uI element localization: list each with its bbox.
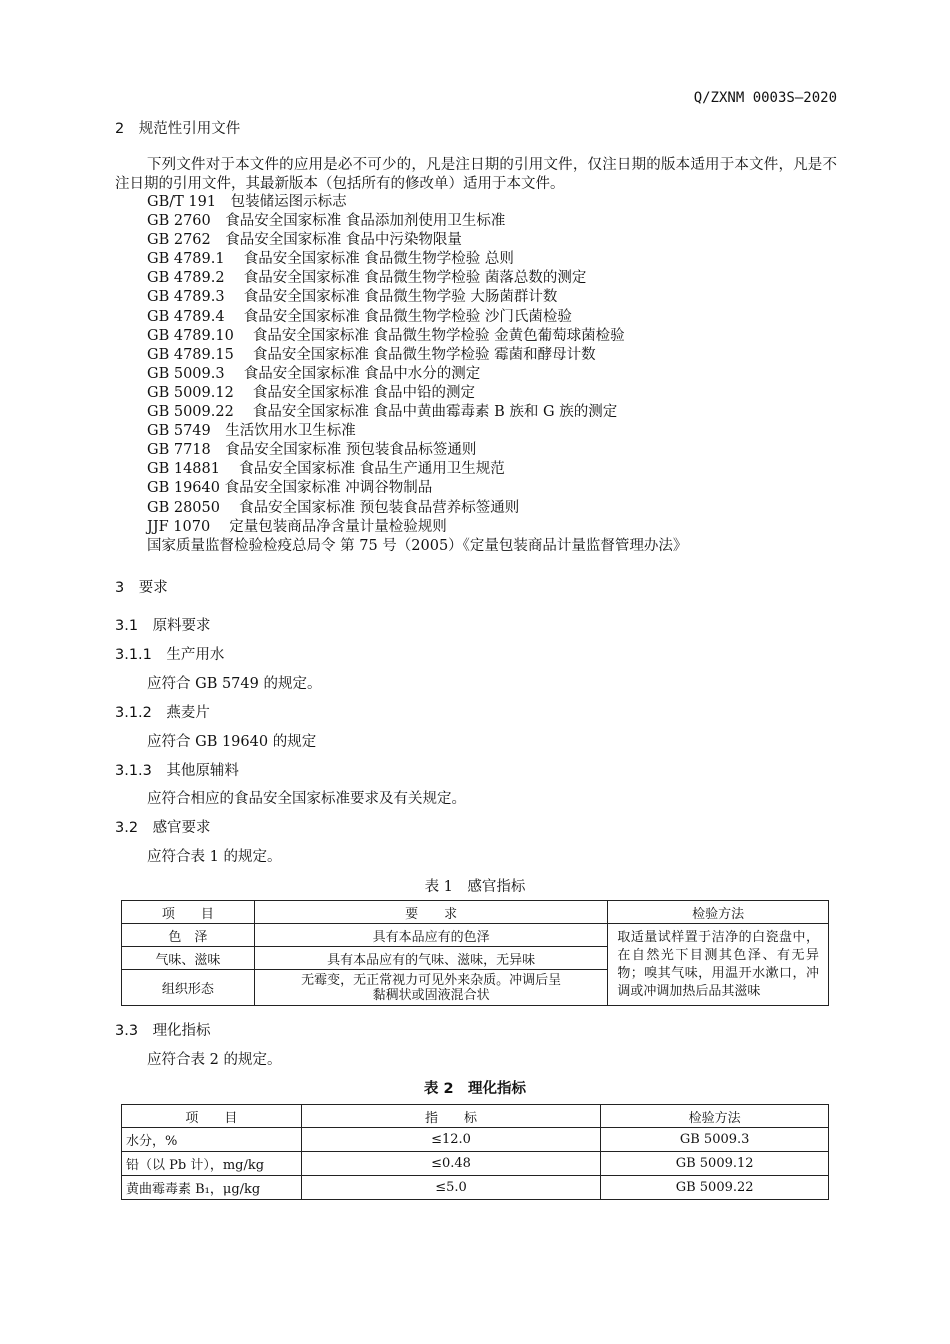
cell-method: GB 5009.22 <box>601 1176 829 1200</box>
cell-item: 组织形态 <box>122 970 255 1006</box>
header-method: 检验方法 <box>601 1105 829 1128</box>
reference-item: JJF 1070 定量包装商品净含量计量检验规则 <box>147 518 447 535</box>
section-title: 理化指标 <box>152 1023 211 1039</box>
cell-requirement: 具有本品应有的气味、滋味，无异味 <box>254 947 608 970</box>
reference-item: GB 2760 食品安全国家标准 食品添加剂使用卫生标准 <box>147 213 506 230</box>
sensory-table <box>121 900 829 1006</box>
section-2-heading <box>115 117 240 138</box>
section-title: 燕麦片 <box>166 705 210 721</box>
table-row <box>122 924 829 947</box>
document-number: Q/ZXNM 0003S—2020 <box>693 90 837 106</box>
reference-item: GB 5009.12 食品安全国家标准 食品中铅的测定 <box>147 384 476 401</box>
table-header-row <box>122 1105 829 1128</box>
cell-method: 取适量试样置于洁净的白瓷盘中，在自然光下目测其色泽、有无异物；嗅其气味，用温开水漱口，冲调或冲调加热后品其滋味 <box>608 924 829 1006</box>
section-number: 3 <box>115 580 125 596</box>
section-3-2-heading <box>115 816 211 837</box>
table-row <box>122 1176 829 1200</box>
reference-item: GB 4789.2 食品安全国家标准 食品微生物学检验 菌落总数的测定 <box>147 270 587 287</box>
section-3-1-2-heading <box>115 701 210 722</box>
section-number: 3.2 <box>115 820 139 836</box>
section-3-2-text: 应符合表 1 的规定。 <box>147 849 282 865</box>
header-item: 项 目 <box>122 1105 302 1128</box>
section-title: 规范性引用文件 <box>138 121 241 137</box>
physicochemical-table <box>121 1104 829 1200</box>
intro-paragraph: 下列文件对于本文件的应用是必不可少的，凡是注日期的引用文件，仅注日期的版本适用于本文件，凡是不注日期的引用文件，其最新版本（包括所有的修改单）适用于本文件。 <box>115 157 837 192</box>
section-title: 其他原辅料 <box>166 763 239 779</box>
header-item: 项 目 <box>122 901 255 924</box>
reference-item: GB 5749 生活饮用水卫生标准 <box>147 423 356 440</box>
section-3-3-heading <box>115 1019 211 1040</box>
reference-item: GB 4789.3 食品安全国家标准 食品微生物学验 大肠菌群计数 <box>147 289 558 306</box>
section-title: 要求 <box>138 580 168 596</box>
section-3-1-3-heading <box>115 759 239 780</box>
section-number: 3.1.3 <box>115 763 152 779</box>
reference-item: GB 4789.10 食品安全国家标准 食品微生物学检验 金黄色葡萄球菌检验 <box>147 327 625 344</box>
reference-item: GB 19640 食品安全国家标准 冲调谷物制品 <box>147 480 433 497</box>
header-method: 检验方法 <box>608 901 829 924</box>
reference-item: GB 14881 食品安全国家标准 食品生产通用卫生规范 <box>147 461 505 478</box>
section-title: 原料要求 <box>152 618 211 634</box>
section-3-1-1-heading <box>115 643 224 664</box>
section-3-heading <box>115 576 168 597</box>
cell-item: 水分，% <box>122 1128 302 1152</box>
reference-item: GB 4789.1 食品安全国家标准 食品微生物学检验 总则 <box>147 251 514 268</box>
cell-method: GB 5009.3 <box>601 1128 829 1152</box>
section-title: 感官要求 <box>152 820 211 836</box>
section-number: 3.1.1 <box>115 647 152 663</box>
cell-requirement: 具有本品应有的色泽 <box>254 924 608 947</box>
reference-item: GB 28050 食品安全国家标准 预包装食品营养标签通则 <box>147 499 520 516</box>
table-header-row <box>122 901 829 924</box>
section-number: 3.1.2 <box>115 705 152 721</box>
cell-item: 铅（以 Pb 计），mg/kg <box>122 1152 302 1176</box>
header-indicator: 指 标 <box>301 1105 601 1128</box>
table-row <box>122 1152 829 1176</box>
section-3-1-2-text: 应符合 GB 19640 的规定 <box>147 734 317 750</box>
cell-item: 色 泽 <box>122 924 255 947</box>
section-3-1-3-text: 应符合相应的食品安全国家标准要求及有关规定。 <box>147 791 466 807</box>
header-requirement: 要 求 <box>254 901 608 924</box>
reference-item: GB 4789.15 食品安全国家标准 食品微生物学检验 霉菌和酵母计数 <box>147 346 596 363</box>
section-3-3-text: 应符合表 2 的规定。 <box>147 1052 282 1068</box>
reference-list <box>147 193 687 556</box>
reference-item: GB 5009.3 食品安全国家标准 食品中水分的测定 <box>147 365 481 382</box>
table-row <box>122 1128 829 1152</box>
section-title: 生产用水 <box>166 647 225 663</box>
section-number: 2 <box>115 121 125 137</box>
reference-item: GB 4789.4 食品安全国家标准 食品微生物学检验 沙门氏菌检验 <box>147 308 572 325</box>
reference-item: GB 2762 食品安全国家标准 食品中污染物限量 <box>147 232 462 249</box>
table-1-caption: 表 1 感官指标 <box>424 879 526 895</box>
cell-method: GB 5009.12 <box>601 1152 829 1176</box>
section-number: 3.3 <box>115 1023 139 1039</box>
table-2-caption: 表 2 理化指标 <box>423 1081 527 1097</box>
cell-indicator: ≤12.0 <box>301 1128 601 1152</box>
section-number: 3.1 <box>115 618 139 634</box>
reference-item: GB 5009.22 食品安全国家标准 食品中黄曲霉毒素 B 族和 G 族的测定 <box>147 404 618 421</box>
reference-item: GB 7718 食品安全国家标准 预包装食品标签通则 <box>147 442 477 459</box>
cell-requirement: 无霉变，无正常视力可见外来杂质。冲调后呈黏稠状或固液混合状 <box>254 970 608 1006</box>
section-3-1-1-text: 应符合 GB 5749 的规定。 <box>147 676 322 692</box>
cell-indicator: ≤5.0 <box>301 1176 601 1200</box>
cell-item: 气味、滋味 <box>122 947 255 970</box>
cell-indicator: ≤0.48 <box>301 1152 601 1176</box>
reference-item: 国家质量监督检验检疫总局令 第 75 号（2005）《定量包装商品计量监督管理办法》 <box>147 537 688 554</box>
reference-item: GB/T 191 包装储运图示标志 <box>147 194 347 210</box>
section-3-1-heading <box>115 614 211 635</box>
cell-item: 黄曲霉毒素 B₁，μg/kg <box>122 1176 302 1200</box>
